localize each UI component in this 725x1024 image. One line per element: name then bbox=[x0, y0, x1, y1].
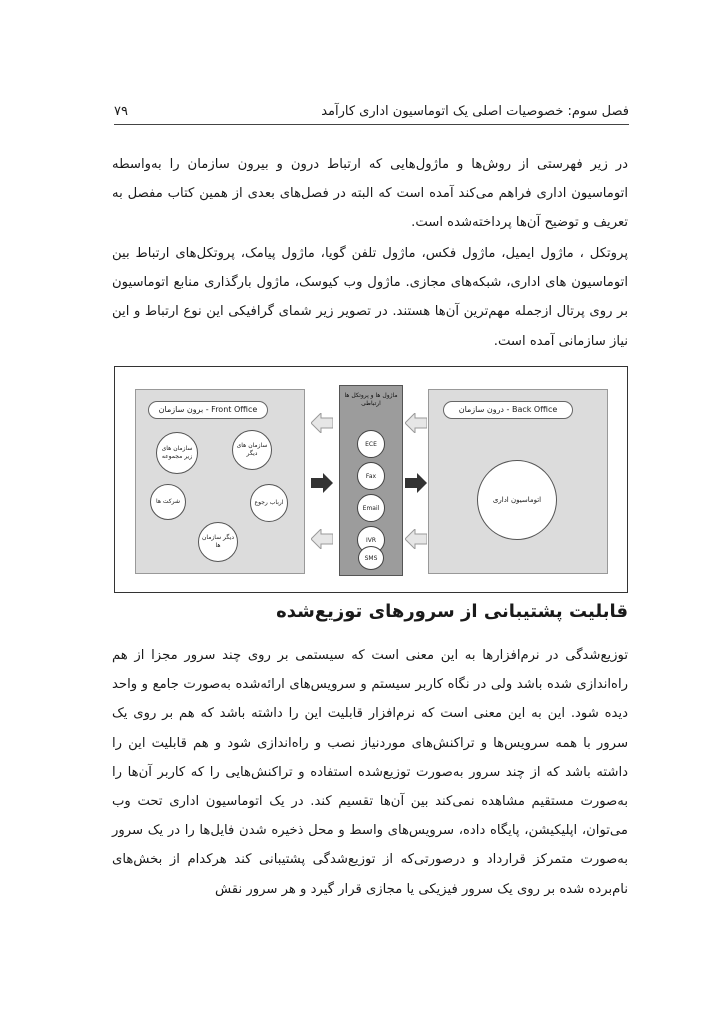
bubble-other-orgs: سازمان های دیگر bbox=[232, 430, 272, 470]
page-number: ۷۹ bbox=[114, 104, 128, 119]
channels-column bbox=[339, 385, 403, 576]
channel-ivr: IVR bbox=[357, 526, 385, 554]
chapter-title: فصل سوم: خصوصیات اصلی یک اتوماسیون اداری کارآمد bbox=[321, 104, 629, 119]
paragraph-distributed: توزیع‌شدگی در نرم‌افزارها به این معنی است که سیستمی بر روی چند سرور مجزا از هم راه‌اندازی شده باشد ولی در نگاه کاربر سیستم و سرویس‌های ارائه‌شده به‌صورت جامع و واحد دیده شود. این به این معنی است که نرم‌افزار قابلیت این را داشته باشد که هم بر روی یک سرور با همه سرویس‌ها و تراکنش‌های موردنیاز نصب و راه‌اندازی شود و هم قابلیت این را داشته باشد که از چند سرور به‌صورت توزیع‌شده استفاده و تراکنش‌هایی را که کاربر آن‌ها را به‌صورت مستقیم مشاهده نمی‌کند بین آن‌ها تقسیم کند. در یک اتوماسیون اداری تحت وب می‌توان، اپلیکیشن، پایگاه داده، سرویس‌های واسط و محل ذخیره شدن فایل‌ها را در یک سرور به‌صورت متمرکز قرارداد و درصورتی‌که از توزیع‌شدگی پشتیبانی کند هرکدام از بخش‌های نام‌برده شده بر روی یک سرور فیزیکی یا مجازی قرار گیرد و هر سرور نقش bbox=[112, 648, 628, 897]
arrow-left-icon bbox=[405, 413, 427, 433]
paragraph-modules: پروتکل ، ماژول ایمیل، ماژول فکس، ماژول تلفن گویا، ماژول پیامک، پروتکل‌های ارتباط بین اتوماسیون های اداری، شبکه‌های مجازی. ماژول وب کیوسک، ماژول بارگذاری منابع اتوماسیون بر روی پرتال ازجمله مهم‌ترین آن‌ها هستند. در تصویر زیر شمای گرافیکی این نوع ارتباط و این نیاز سازمانی آمده است. bbox=[112, 246, 628, 349]
arrow-left-icon bbox=[311, 413, 333, 433]
channel-ece: ECE bbox=[357, 430, 385, 458]
front-office-panel bbox=[135, 389, 305, 574]
channel-fax: Fax bbox=[357, 462, 385, 490]
channels-title: ماژول ها و پروتکل ها ارتباطی bbox=[344, 392, 398, 407]
paragraph-intro: در زیر فهرستی از روش‌ها و ماژول‌هایی که ارتباط درون و بیرون سازمان را به‌واسطه اتوماسیون اداری فراهم می‌کند آمده است که البته در فصل‌های بعدی از همین کتاب مفصل به تعریف و توضیح آن‌ها پرداخته‌شده است. bbox=[112, 157, 628, 231]
back-office-panel bbox=[428, 389, 608, 574]
section-title: قابلیت پشتیبانی از سرورهای توزیع‌شده bbox=[276, 601, 628, 622]
channel-sms: SMS bbox=[358, 546, 384, 570]
arrow-left-icon bbox=[311, 529, 333, 549]
arrow-right-icon bbox=[311, 473, 333, 493]
bubble-other-orgs-2: دیگر سازمان ها bbox=[198, 522, 238, 562]
page-header bbox=[114, 102, 629, 125]
bubble-office-automation: اتوماسیون اداری bbox=[477, 460, 557, 540]
bubble-companies: شرکت ها bbox=[150, 484, 186, 520]
channel-email: Email bbox=[357, 494, 385, 522]
front-office-label: Front Office - برون سازمان bbox=[148, 401, 268, 419]
bubble-clients: ارباب رجوع bbox=[250, 484, 288, 522]
arrow-right-icon bbox=[405, 473, 427, 493]
bubble-sub-orgs: سازمان های زیر مجموعه bbox=[156, 432, 198, 474]
arrow-left-icon bbox=[405, 529, 427, 549]
back-office-label: Back Office - درون سازمان bbox=[443, 401, 573, 419]
communication-diagram bbox=[114, 366, 628, 593]
